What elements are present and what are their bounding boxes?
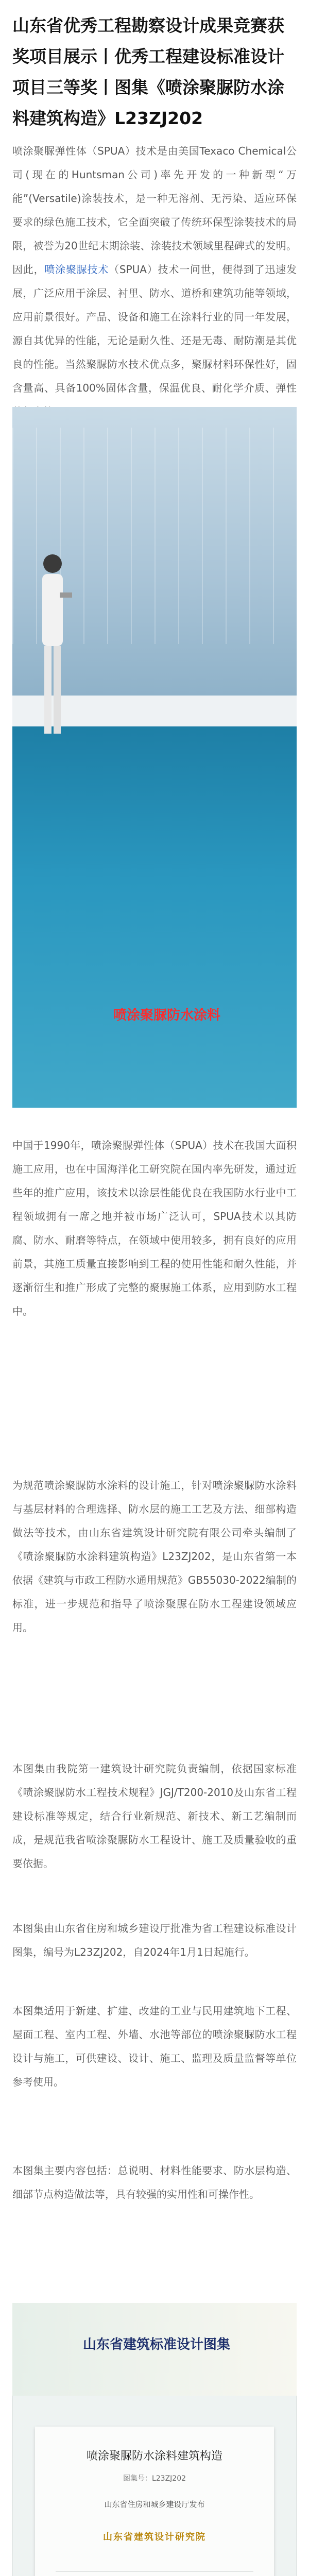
- intro-text-after: （SPUA）技术一问世，便得到了迅速发展，广泛应用于涂层、衬里、防水、道桥和建筑功能等领域，应用前景很好。产品、设备和施工在涂料行业的同一年发展，源自其优异的性能，无论是耐久性、还是无毒、耐防潮是其优良的性能。当然聚脲防水技术优点多，聚脲材料环保性好，固含量高、具备100%固体含量，保温优良、耐化学介质、弹性: [12, 263, 297, 394]
- inline-link[interactable]: 喷涂聚脲技术: [44, 263, 109, 276]
- paragraph-2: 为规范喷涂聚脲防水涂料的设计施工，针对喷涂聚脲防水涂料与基层材料的合理选择、防水层的施工工艺及方法、细部构造做法等技术，由山东省建筑设计研究院有限公司牵头编制了《喷涂聚脲防水涂料建筑构造》L23ZJ202，是山东省第一本依据《建筑与市政工程防水通用规范》GB55030-2022编制的标准，进一步规范和指导了喷涂聚脲在防水工程建设领域应用。: [12, 1479, 297, 1634]
- worker-figure: [31, 551, 72, 742]
- intro-paragraph: [12, 139, 297, 423]
- cover-title: 喷涂聚脲防水涂料建筑构造: [86, 2450, 222, 2463]
- paragraph-4: 本图集由山东省住房和城乡建设厅批准为省工程建设标准设计图集，编号为L23ZJ202，自2024年1月1日起施行。: [12, 1922, 297, 1958]
- cover-publisher: 山东省住房和城乡建设厅发布: [104, 2500, 205, 2509]
- article-title: 山东省优秀工程勘察设计成果竞赛获奖项目展示丨优秀工程建设标准设计项目三等奖丨图集《喷涂聚脲防水涂料建筑构造》L23ZJ202: [12, 15, 284, 128]
- paragraph-3: 本图集由我院第一建筑设计研究院负责编制，依据国家标准《喷涂聚脲防水工程技术规程》JGJ/T200-2010及山东省工程建设标准等规定，结合行业新规范、新技术、新工艺编制而成，是规范我省喷涂聚脲防水工程设计、施工及质量验收的重要依据。: [12, 1762, 297, 1870]
- cover-org-mark: 山东省建筑设计研究院: [103, 2532, 206, 2543]
- paragraph-6: 本图集主要内容包括：总说明、材料性能要求、防水层构造、细部节点构造做法等，具有较强的实用性和可操作性。: [12, 2164, 297, 2200]
- cover-heading: 山东省建筑标准设计图集: [82, 2337, 230, 2352]
- cover-number: 图集号：L23ZJ202: [123, 2475, 186, 2483]
- pool-water: [12, 726, 297, 1108]
- intro-text-before: 喷涂聚脲弹性体（SPUA）技术是由美国Texaco Chemical公司(现在的Huntsman公司)率先开发的一种新型“万能”(Versatile)涂装技术，是一种无溶剂、无污染、适应环保要求的绿色施工技术，它全面突破了传统环保型涂装技术的局限，被誉为20世纪末期涂装、涂装技术领域里程碑式的发明。因此，: [12, 145, 297, 276]
- paragraph-1: 中国于1990年，喷涂聚脲弹性体（SPUA）技术在我国大面积施工应用，也在中国海洋化工研究院在国内率先研发，通过近些年的推广应用，该技术以涂层性能优良在我国防水行业中工程领域拥有一席之地并被市场广泛认可，SPUA技术以其防腐、防水、耐磨等特点，在领域中使用较多，拥有良好的应用前景，其施工质量直接影响到工程的使用性能和耐久性能，并逐渐衍生和推广形成了完整的聚脲施工体系，应用到防水工程中。: [12, 1139, 297, 1317]
- paragraph-5: 本图集适用于新建、扩建、改建的工业与民用建筑地下工程、屋面工程、室内工程、外墙、水池等部位的喷涂聚脲防水工程设计与施工，可供建设、设计、施工、监理及质量监督等单位参考使用。: [12, 2005, 297, 2088]
- atlas-cover-photo: [12, 2303, 297, 2576]
- cover-rule: [56, 2571, 253, 2572]
- hero-photo: [12, 407, 297, 1108]
- photo-caption: 喷涂聚脲防水涂料: [113, 1008, 220, 1023]
- cover-sheet: [35, 2427, 274, 2576]
